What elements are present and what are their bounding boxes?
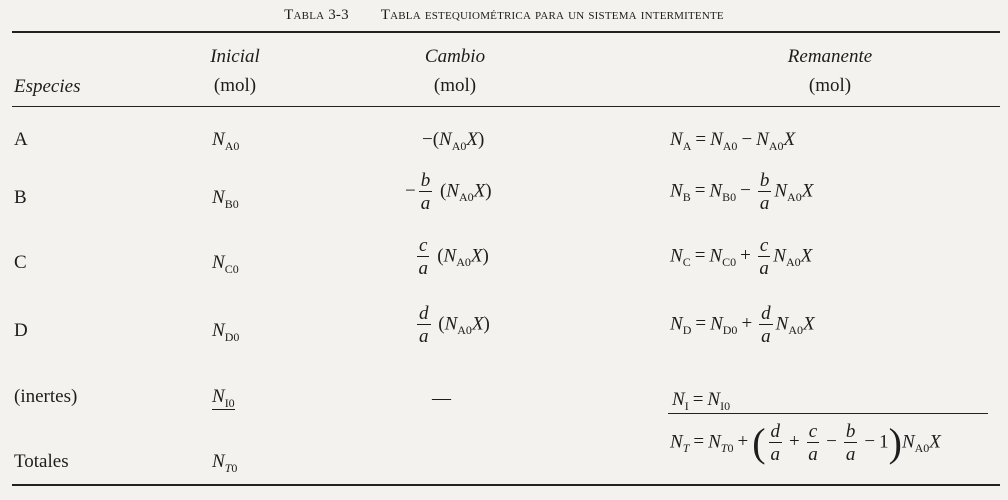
remaining-totals: $N_T = N_{T0}$ + ( $\frac{d}{a}$ + $\frac{c}{a}$ − $\frac{b}{a}$ − $1)N_{A0}X$ — [670, 420, 941, 465]
species-inerts: (inertes) — [14, 386, 78, 407]
fraction-c-over-a: $\frac{c}{a}$ — [759, 235, 769, 279]
header-species: Especies — [14, 76, 81, 97]
fraction-b-over-a: $\frac{b}{a}$ — [845, 421, 856, 465]
remaining-d: $N_D = N_{D0}$ + $\frac{d}{a}$ $N_{A0}X$ — [670, 303, 815, 347]
remaining-inerts: $N_I = N_{I0}$ — [672, 389, 731, 413]
initial-totals: $N_{T0}$ — [212, 451, 238, 475]
table-caption — [0, 7, 1008, 24]
top-rule — [12, 31, 1000, 33]
fraction-d-over-a: $\frac{d}{a}$ — [419, 303, 429, 347]
initial-inerts: $N_{I0}$ — [212, 386, 235, 410]
remaining-a: $N_A = N_{A0} - N_{A0}X$ — [670, 129, 796, 153]
header-initial-unit: (mol) — [213, 75, 257, 96]
species-d: D — [14, 320, 28, 341]
bottom-rule — [12, 484, 1000, 486]
initial-a: $N_{A0}$ — [212, 129, 240, 153]
species-b: B — [14, 187, 27, 208]
header-remaining-unit: (mol) — [808, 75, 852, 96]
initial-b: $N_{B0}$ — [212, 187, 239, 211]
species-totals: Totales — [14, 451, 69, 472]
change-c: $\frac{c}{a}$ $(N_{A0}X)$ — [418, 235, 489, 279]
header-remaining: Remanente — [787, 46, 873, 67]
fraction-b-over-a: $\frac{b}{a}$ — [759, 170, 770, 214]
change-b: − $\frac{b}{a}$ $(N_{A0}X)$ — [405, 170, 492, 214]
change-a: $-(N_{A0}X)$ — [422, 129, 485, 153]
initial-d: $N_{D0}$ — [212, 320, 240, 344]
table-title: Tabla estequiométrica para un sistema intermitente — [380, 7, 724, 23]
fraction-d-over-a: $\frac{d}{a}$ — [761, 303, 771, 347]
fraction-c-over-a: $\frac{c}{a}$ — [808, 421, 818, 465]
change-inerts: — — [432, 388, 451, 409]
totals-sum-rule — [668, 413, 988, 414]
fraction-b-over-a: $\frac{b}{a}$ — [420, 170, 431, 214]
remaining-c: $N_C = N_{C0}$ + $\frac{c}{a}$ $N_{A0}X$ — [670, 235, 813, 279]
header-initial: Inicial — [210, 46, 260, 67]
change-d: $\frac{d}{a}$ $(N_{A0}X)$ — [419, 303, 490, 347]
species-a: A — [14, 129, 28, 150]
header-change-unit: (mol) — [433, 75, 477, 96]
header-rule — [12, 106, 1000, 107]
table-number: Tabla 3-3 — [284, 7, 349, 23]
remaining-b: $N_B = N_{B0}$ − $\frac{b}{a}$ $N_{A0}X$ — [670, 170, 814, 214]
fraction-d-over-a: $\frac{d}{a}$ — [770, 421, 781, 465]
initial-c: $N_{C0}$ — [212, 252, 239, 276]
header-change: Cambio — [424, 46, 486, 67]
species-c: C — [14, 252, 27, 273]
fraction-c-over-a: $\frac{c}{a}$ — [418, 235, 428, 279]
